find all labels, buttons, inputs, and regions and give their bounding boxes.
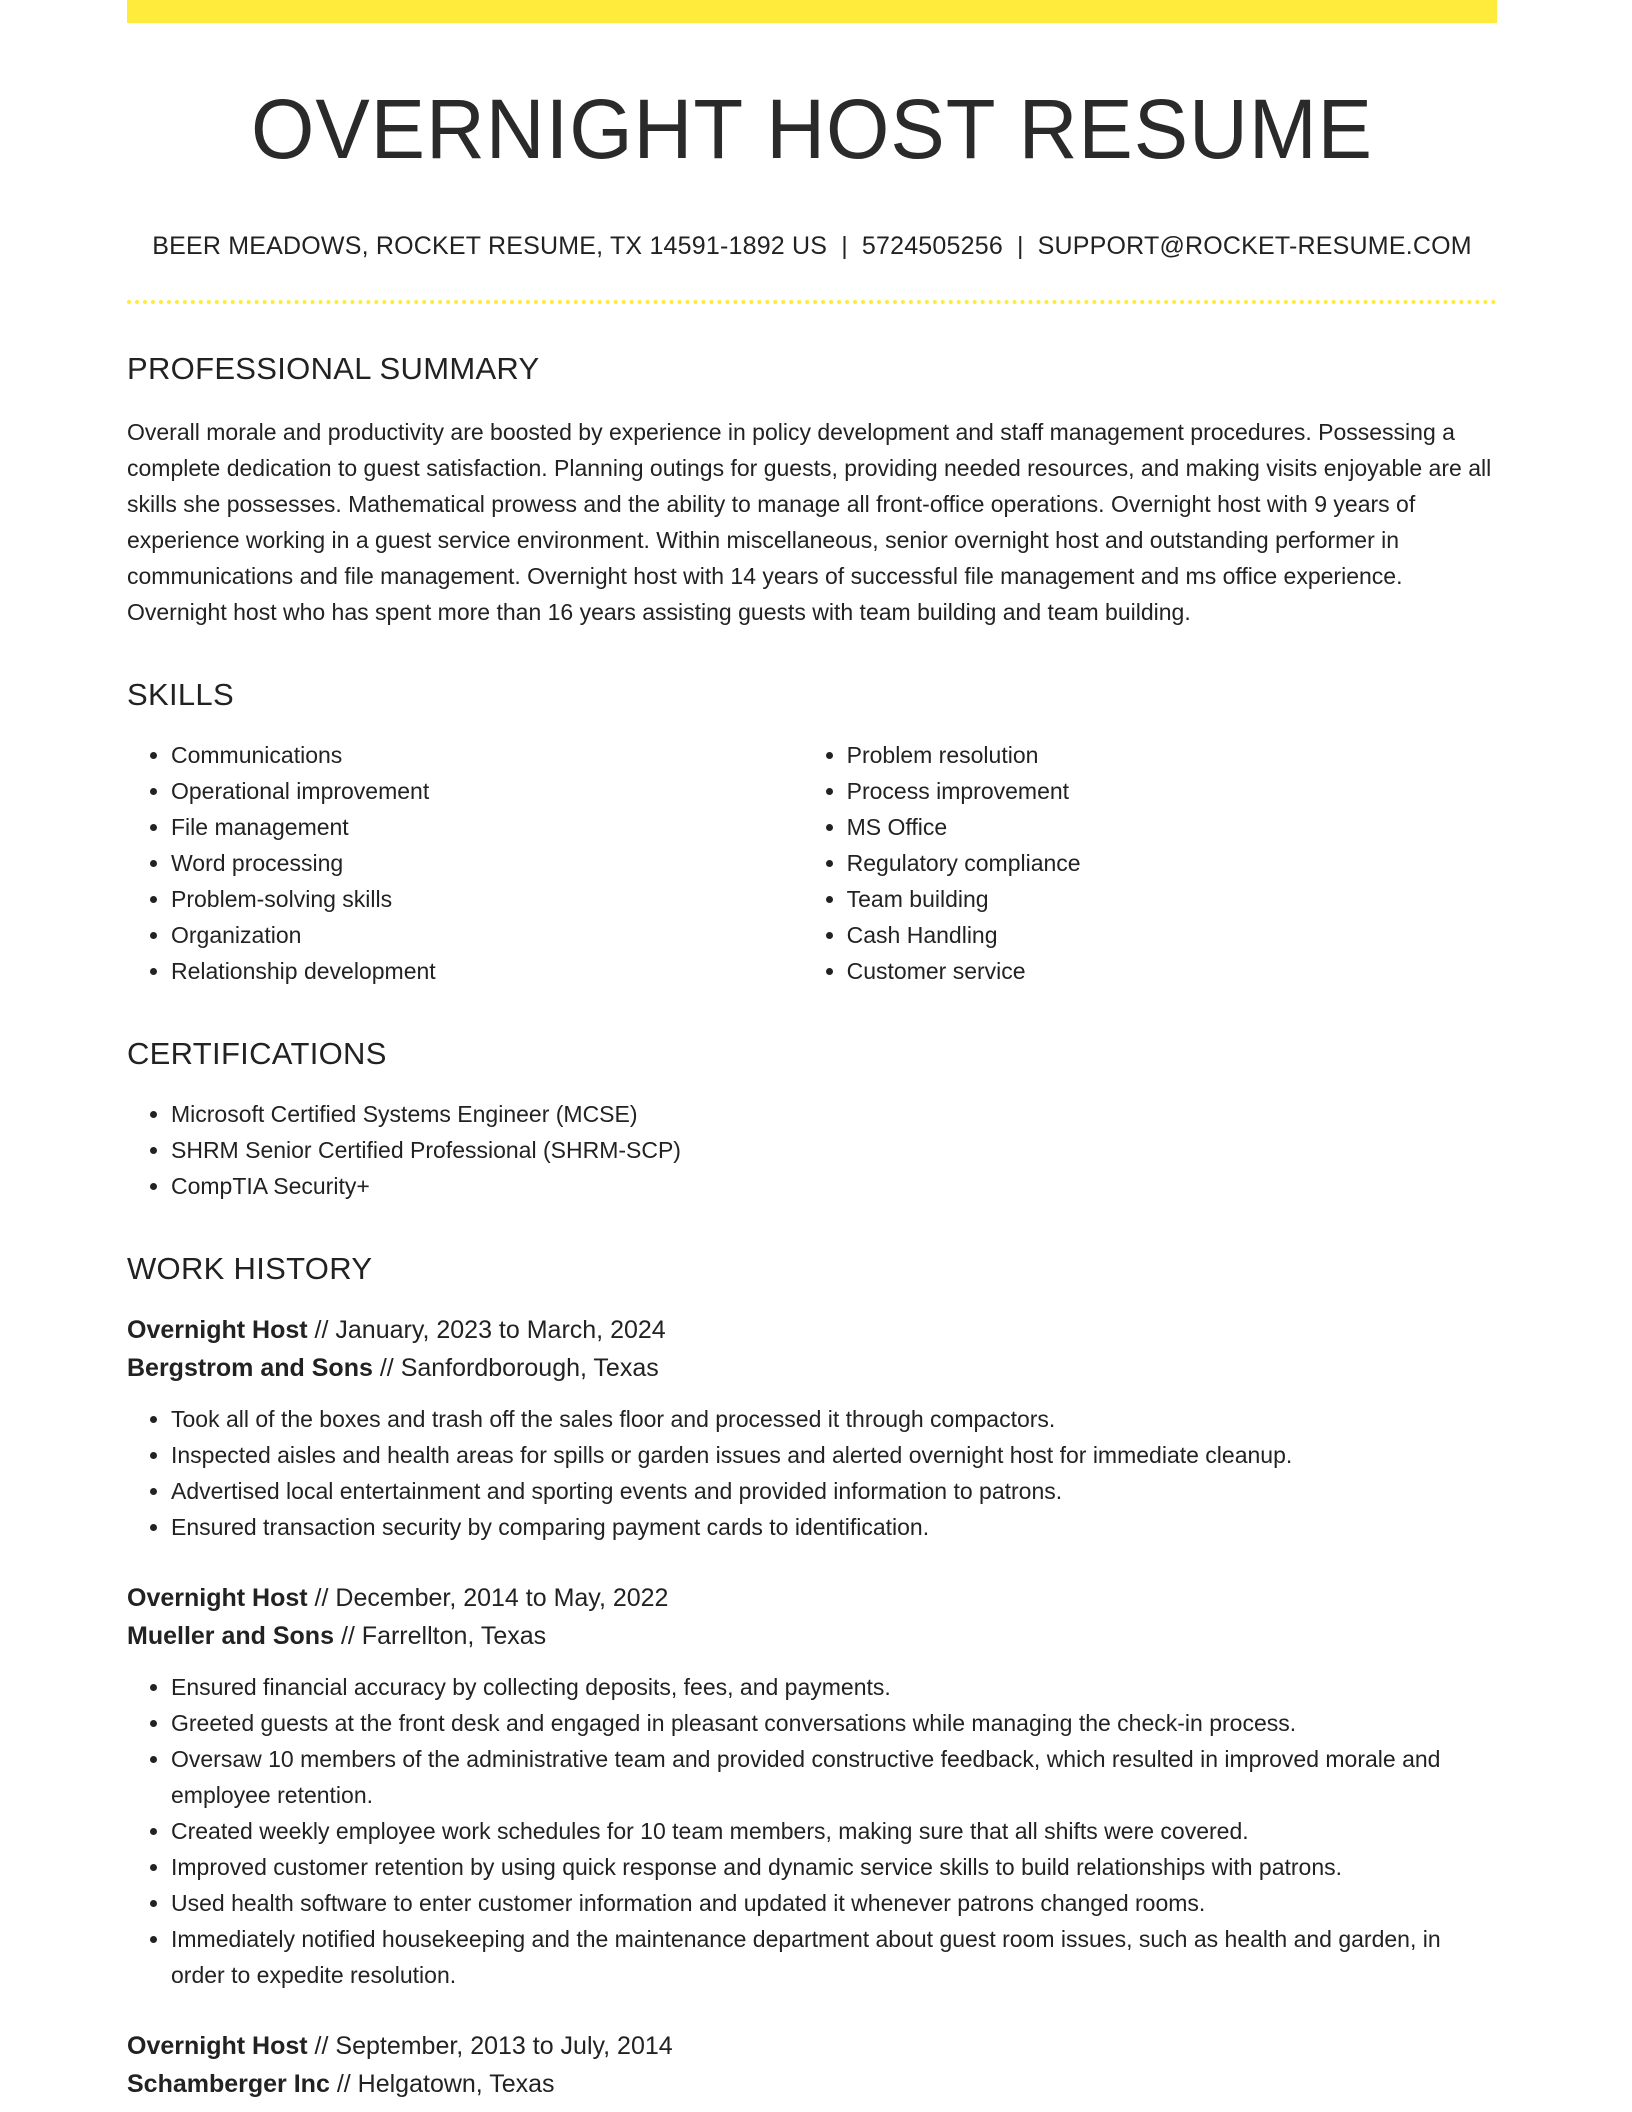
contact-email: SUPPORT@ROCKET-RESUME.COM (1037, 232, 1472, 261)
job-title-line (127, 1579, 1497, 1617)
job-divider: // (314, 2032, 329, 2061)
job-dates: December, 2014 to May, 2022 (335, 1584, 669, 1613)
dotted-divider (127, 300, 1497, 304)
job-divider: // (314, 1316, 329, 1345)
job-location: Sanfordborough, Texas (400, 1354, 659, 1383)
job-bullet: • Improved customer retention by using quick response and dynamic service skills to build relationships with patrons. (171, 1849, 1497, 1885)
skills-column-right (803, 737, 1497, 989)
skill-item: • File management (171, 809, 803, 845)
job-bullet: • Oversaw 10 members of the administrative team and provided constructive feedback, which resulted in improved morale and employee retention. (171, 1741, 1497, 1813)
job-bullet: • Greeted guests at the front desk and engaged in pleasant conversations while managing the check-in process. (171, 1705, 1497, 1741)
job-company-line (127, 1349, 1497, 1387)
job-location: Farrellton, Texas (361, 1622, 547, 1651)
summary-text: Overall morale and productivity are boosted by experience in policy development and staff management procedures. Possessing a complete dedication to guest satisfaction. Planning outings for guests, providing needed resources, and making visits enjoyable are all skills she possesses. Mathematical prowess and the ability to manage all front-office operations. Overnight host with 9 years of experience working in a guest service environment. Within miscellaneous, senior overnight host and outstanding performer in communications and file management. Overnight host with 14 years of successful file management and ms office experience. Overnight host who has spent more than 16 years assisting guests with team building and team building. (127, 418, 1492, 625)
skill-item: • Regulatory compliance (847, 845, 1497, 881)
certification-item: • CompTIA Security+ (171, 1168, 1497, 1204)
work-history-heading: WORK HISTORY (127, 1250, 373, 1286)
skill-item: • Problem-solving skills (171, 881, 803, 917)
skill-item: • Operational improvement (171, 773, 803, 809)
skill-item: • Word processing (171, 845, 803, 881)
skill-item: • Process improvement (847, 773, 1497, 809)
job-bullet: • Created weekly employee work schedules for 10 team members, making sure that all shifts were covered. (171, 1813, 1497, 1849)
job-divider: // (340, 1622, 355, 1651)
job-bullet: • Used health software to enter customer information and updated it whenever patrons changed rooms. (171, 1885, 1497, 1921)
skill-item: • Relationship development (171, 953, 803, 989)
job-company-line (127, 1617, 1497, 1655)
summary-heading: PROFESSIONAL SUMMARY (127, 351, 540, 387)
job-entry (127, 1579, 1497, 1993)
accent-top-bar (127, 0, 1497, 23)
job-title: Overnight Host (127, 1316, 308, 1345)
job-title: Overnight Host (127, 2032, 308, 2061)
contact-separator: | (1016, 232, 1024, 261)
job-divider: // (379, 1354, 394, 1383)
skill-item: • Communications (171, 737, 803, 773)
job-bullet: • Ensured transaction security by comparing payment cards to identification. (171, 1509, 1497, 1545)
job-bullets (127, 1401, 1497, 1545)
skill-item: • Cash Handling (847, 917, 1497, 953)
job-company: Bergstrom and Sons (127, 1354, 373, 1383)
contact-phone: 5724505256 (861, 232, 1003, 261)
job-bullet: • Inspected aisles and health areas for spills or garden issues and alerted overnight host for immediate cleanup. (171, 1437, 1497, 1473)
job-divider: // (314, 1584, 329, 1613)
contact-separator: | (841, 232, 848, 261)
certifications-heading: CERTIFICATIONS (127, 1035, 387, 1071)
skills-list (127, 737, 1497, 989)
job-title-line (127, 2027, 1497, 2065)
job-title-line (127, 1311, 1497, 1349)
skills-heading: SKILLS (127, 676, 234, 712)
job-entry (127, 2027, 1497, 2103)
skills-column-left (127, 737, 803, 989)
skill-item: • Organization (171, 917, 803, 953)
resume-page (127, 0, 1497, 2103)
job-bullet: • Immediately notified housekeeping and the maintenance department about guest room issues, such as health and garden, in order to expedite resolution. (171, 1921, 1497, 1993)
contact-line (127, 231, 1497, 261)
job-bullet: • Ensured financial accuracy by collecting deposits, fees, and payments. (171, 1669, 1497, 1705)
skill-item: • Customer service (847, 953, 1497, 989)
job-title: Overnight Host (127, 1584, 308, 1613)
certification-item: • SHRM Senior Certified Professional (SHRM-SCP) (171, 1132, 1497, 1168)
certifications-list (127, 1096, 1497, 1204)
job-company-line (127, 2065, 1497, 2103)
job-bullet: • Advertised local entertainment and sporting events and provided information to patrons. (171, 1473, 1497, 1509)
job-divider: // (336, 2070, 351, 2099)
contact-address: BEER MEADOWS, ROCKET RESUME, TX 14591-1892 US (152, 232, 828, 261)
skill-item: • Problem resolution (847, 737, 1497, 773)
job-bullet: • Took all of the boxes and trash off the sales floor and processed it through compactors. (171, 1401, 1497, 1437)
job-dates: September, 2013 to July, 2014 (335, 2032, 673, 2061)
certification-item: • Microsoft Certified Systems Engineer (MCSE) (171, 1096, 1497, 1132)
job-location: Helgatown, Texas (357, 2070, 555, 2099)
job-entry (127, 1311, 1497, 1545)
job-bullets (127, 1669, 1497, 1993)
job-company: Mueller and Sons (127, 1622, 334, 1651)
job-company: Schamberger Inc (127, 2070, 330, 2099)
resume-title: OVERNIGHT HOST RESUME (250, 82, 1374, 176)
skill-item: • Team building (847, 881, 1497, 917)
skill-item: • MS Office (847, 809, 1497, 845)
job-dates: January, 2023 to March, 2024 (335, 1316, 666, 1345)
